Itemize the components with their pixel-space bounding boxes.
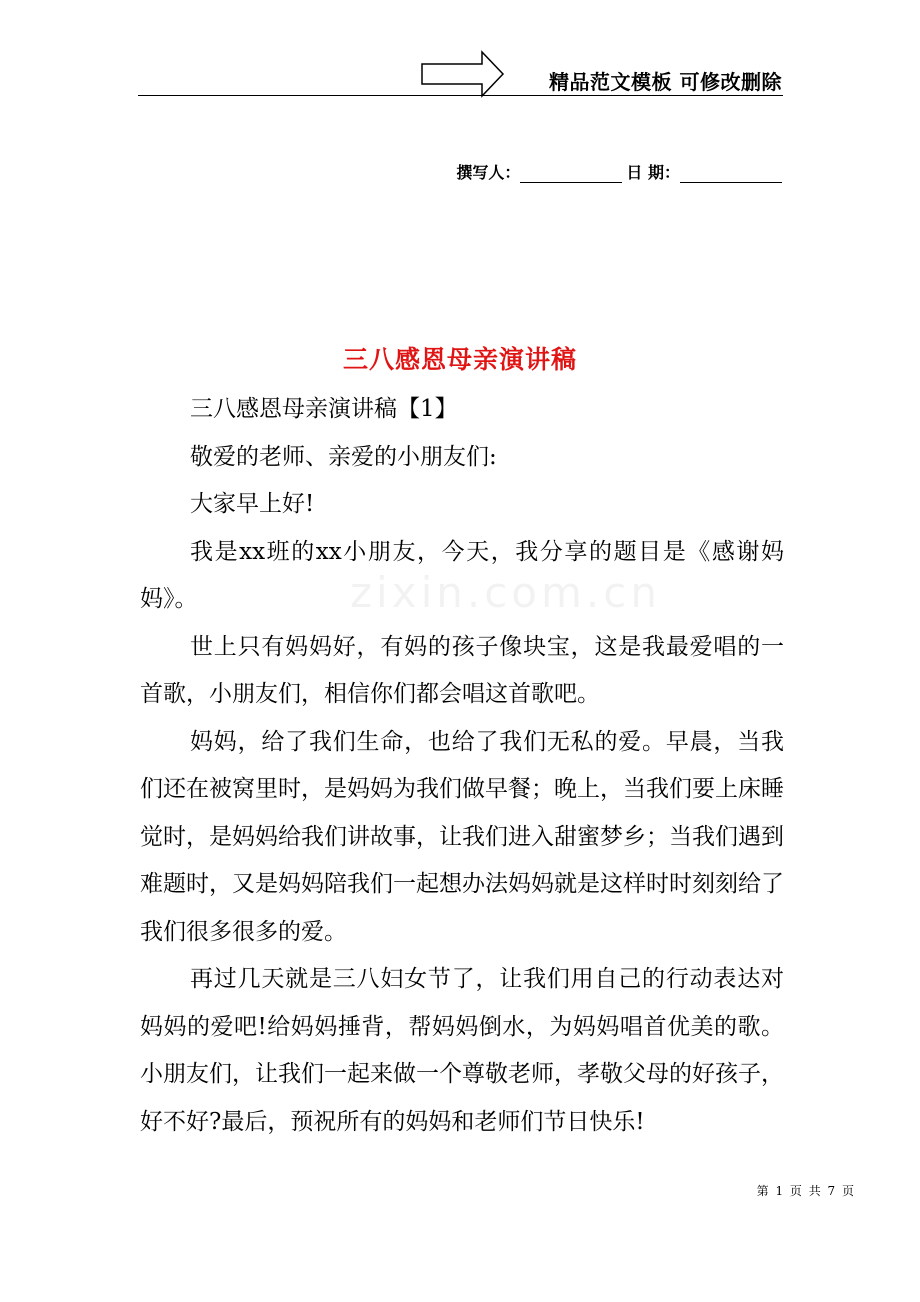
document-body <box>140 386 784 1146</box>
page-number: 第 1 页 共 7 页 <box>756 1184 854 1198</box>
body-paragraph: 世上只有妈妈好，有妈的孩子像块宝，这是我最爱唱的一首歌，小朋友们，相信你们都会唱这首歌吧。 <box>140 633 784 707</box>
date-label: 日 期： <box>626 163 680 182</box>
body-paragraph: 再过几天就是三八妇女节了，让我们用自己的行动表达对妈妈的爱吧!给妈妈捶背，帮妈妈倒水，为妈妈唱首优美的歌。小朋友们，让我们一起来做一个尊敬老师，孝敬父母的好孩子，好不好?最后，预祝所有的妈妈和老师们节日快乐! <box>140 966 784 1135</box>
byline <box>456 160 782 183</box>
date-blank-line <box>680 164 782 183</box>
header-label: 精品范文模板 可修改删除 <box>549 70 782 94</box>
salutation-paragraph: 敬爱的老师、亲爱的小朋友们: <box>190 443 497 470</box>
greeting-paragraph: 大家早上好! <box>190 491 315 517</box>
subtitle-paragraph: 三八感恩母亲演讲稿【1】 <box>190 396 458 422</box>
document-title: 三八感恩母亲演讲稿 <box>342 345 577 374</box>
author-label: 撰写人： <box>456 163 521 182</box>
right-arrow-icon <box>420 50 506 98</box>
author-blank-line <box>520 164 622 183</box>
body-paragraph: 妈妈，给了我们生命，也给了我们无私的爱。早晨，当我们还在被窝里时，是妈妈为我们做早餐；晚上，当我们要上床睡觉时，是妈妈给我们讲故事，让我们进入甜蜜梦乡；当我们遇到难题时，又是妈妈陪我们一起想办法妈妈就是这样时时刻刻给了我们很多很多的爱。 <box>140 728 784 945</box>
body-paragraph: 我是xx班的xx小朋友，今天，我分享的题目是《感谢妈妈》。 <box>140 538 784 612</box>
header-divider <box>138 95 783 96</box>
watermark: zixin.com.cn <box>350 568 661 617</box>
